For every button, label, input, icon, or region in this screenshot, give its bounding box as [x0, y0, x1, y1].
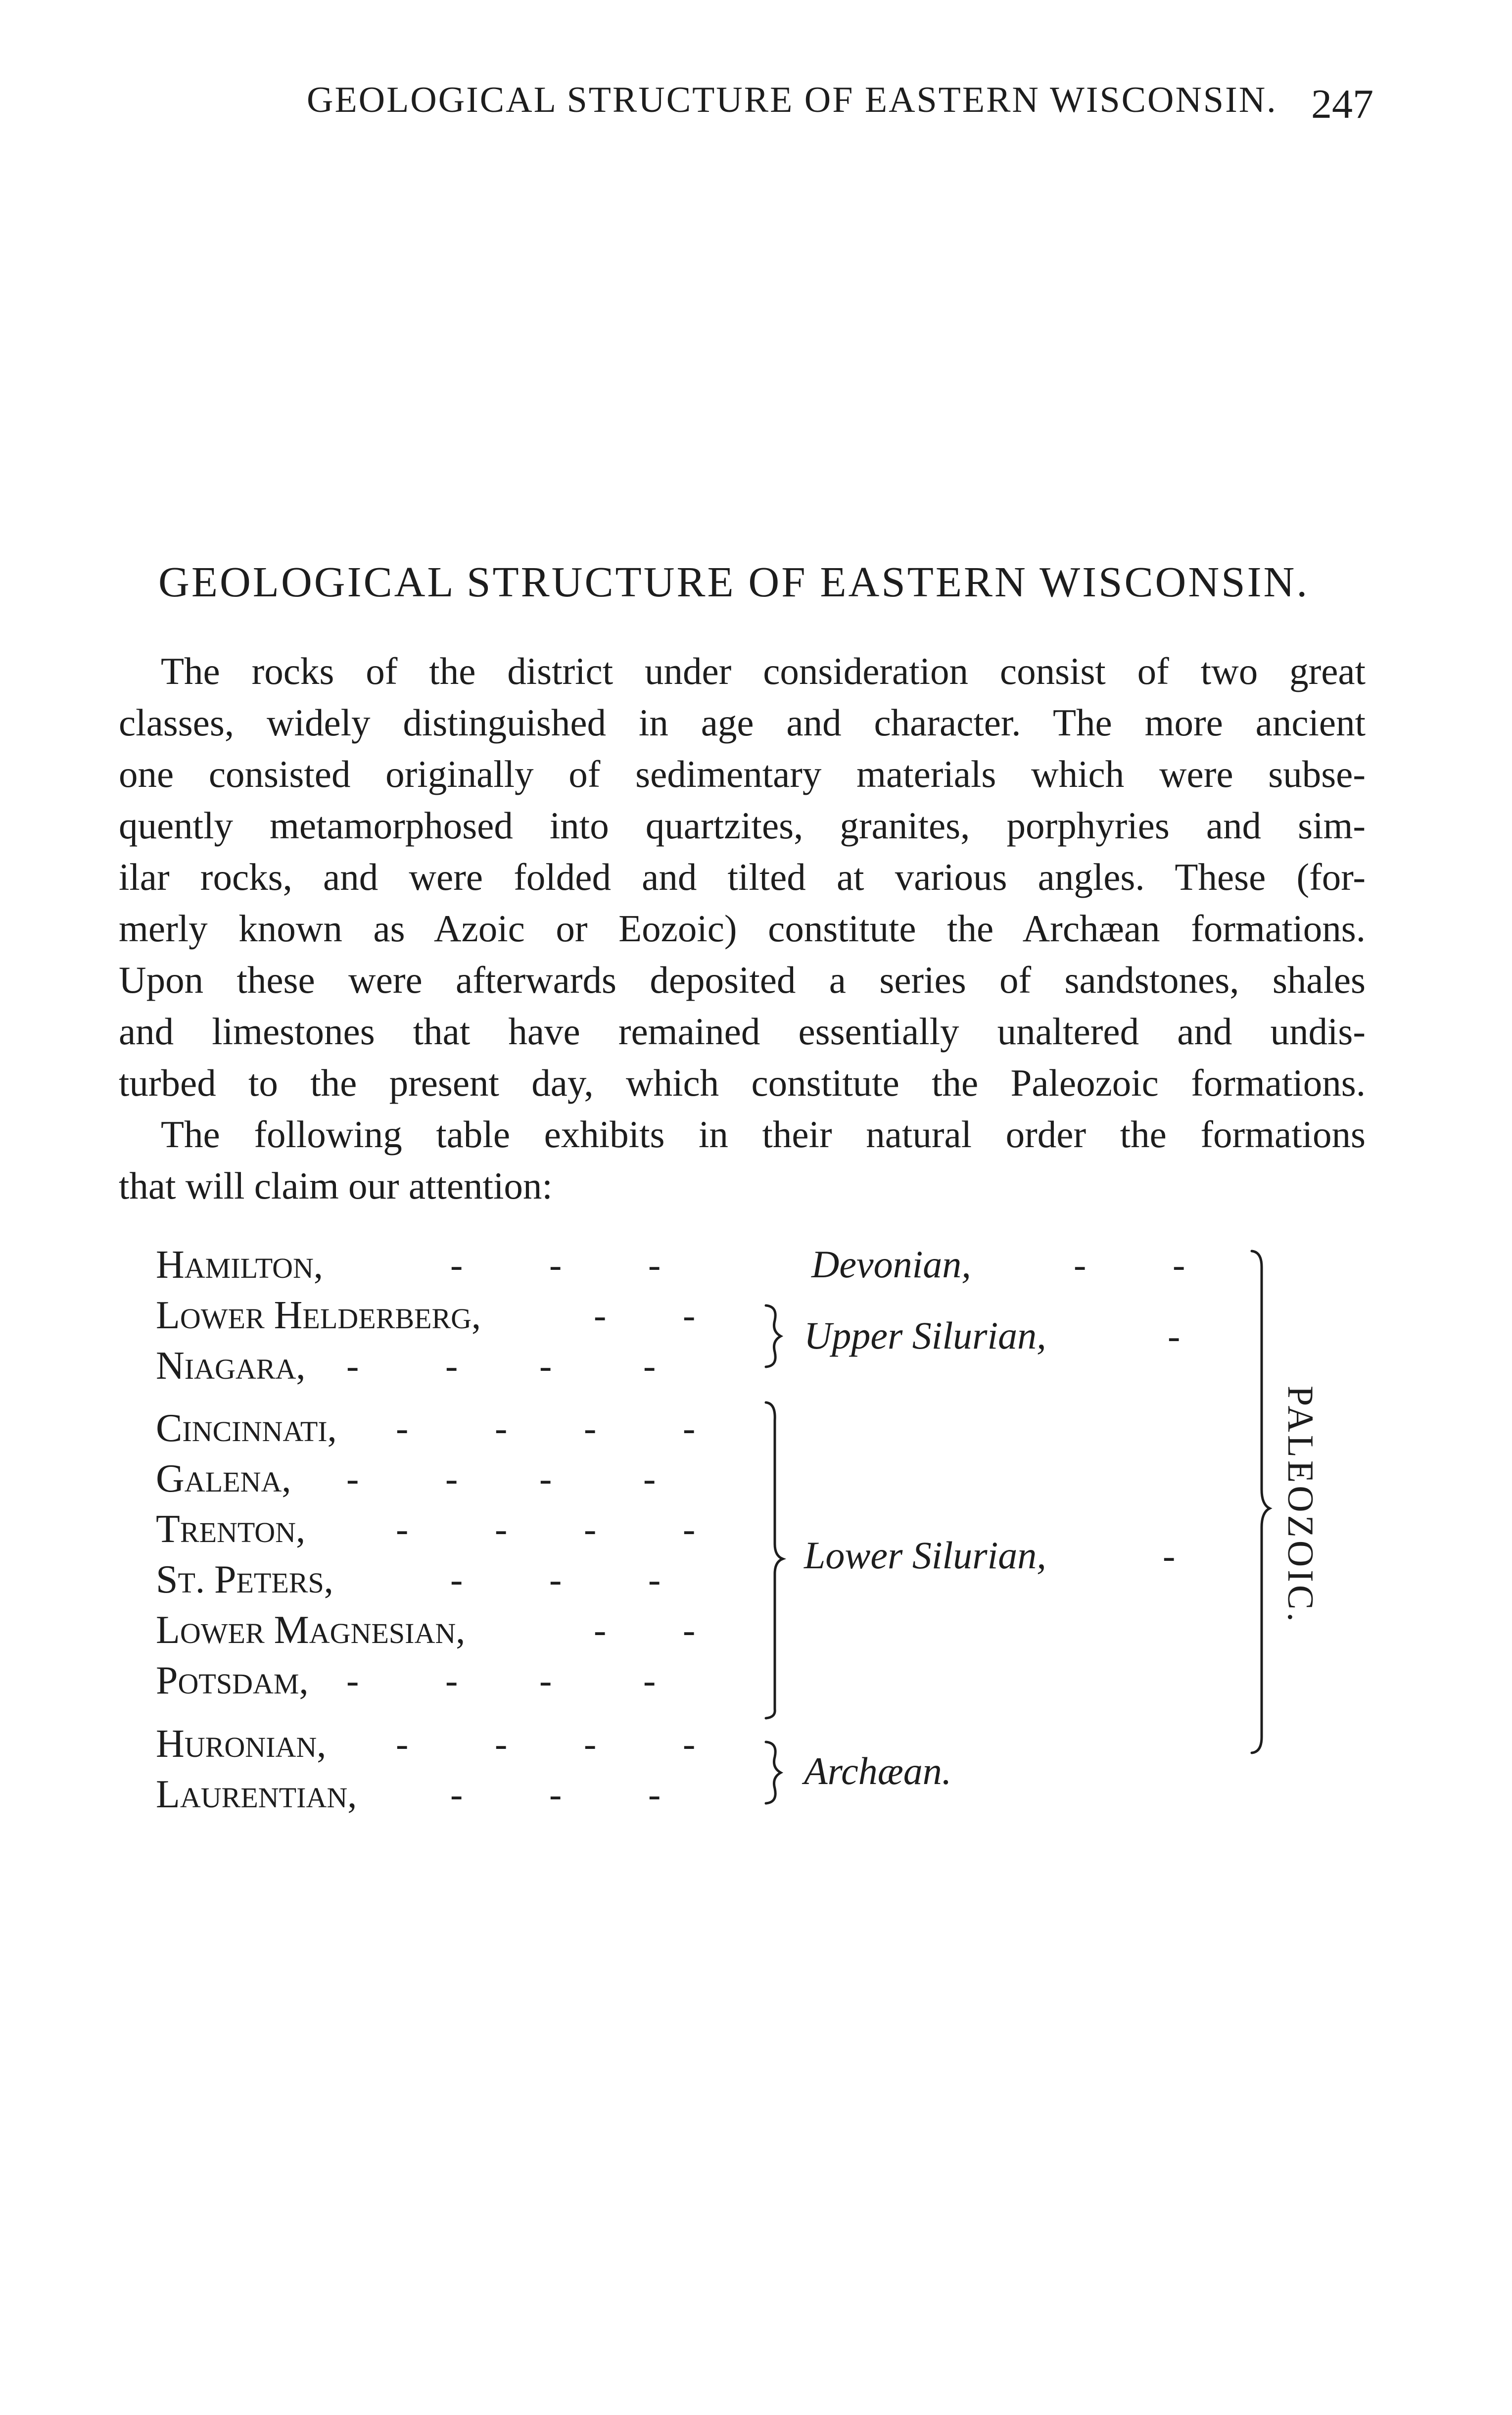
period-leader: -: [1074, 1244, 1087, 1286]
formation-leader-dash: -: [445, 1660, 458, 1701]
formation-leader-dash: -: [495, 1407, 508, 1449]
brace-lower-silurian: [766, 1402, 783, 1718]
paragraph-line: and limestones that have remained essentially unaltered and undis-: [119, 1010, 1366, 1053]
paragraph-line: classes, widely distinguished in age and character. The more ancient: [119, 701, 1366, 744]
formation-leader-dash: -: [539, 1660, 552, 1701]
period-upper-silurian: Upper Silurian,: [804, 1314, 1046, 1357]
section-heading: GEOLOGICAL STRUCTURE OF EASTERN WISCONSIN.: [158, 558, 1310, 606]
formation-leader-dash: -: [495, 1508, 508, 1550]
formation-leader-dash: -: [450, 1774, 463, 1815]
paragraph-line: The following table exhibits in their natural order the formations: [161, 1113, 1366, 1156]
formation-leader-dash: -: [643, 1345, 656, 1387]
paragraph-line: quently metamorphosed into quartzites, granites, porphyries and sim-: [119, 804, 1366, 847]
formation-leader-dash: -: [396, 1723, 409, 1765]
paragraph-line: merly known as Azoic or Eozoic) constitute the Archæan formations.: [119, 907, 1366, 950]
formation-leader-dash: -: [643, 1660, 656, 1701]
formation-name: CINCINNATI,: [156, 1406, 337, 1450]
period-leader: -: [1168, 1315, 1181, 1357]
formation-leader-dash: -: [495, 1723, 508, 1765]
formation-leader-dash: -: [549, 1244, 562, 1286]
formation-leader-dash: -: [396, 1508, 409, 1550]
formation-name: POTSDAM,: [156, 1659, 309, 1702]
formation-leader-dash: -: [549, 1774, 562, 1815]
formation-leader-dash: -: [584, 1723, 597, 1765]
page-number: 247: [1311, 81, 1373, 127]
formation-leader-dash: -: [648, 1559, 661, 1600]
formation-name: LAURENTIAN,: [156, 1773, 357, 1816]
formation-leader-dash: -: [346, 1660, 359, 1701]
brace-upper-silurian: [766, 1305, 781, 1367]
formation-name: GALENA,: [156, 1457, 291, 1500]
formation-name: ST. PETERS,: [156, 1558, 333, 1601]
formation-leader-dash: -: [445, 1345, 458, 1387]
formation-leader-dash: -: [683, 1723, 696, 1765]
formation-name: LOWER MAGNESIAN,: [156, 1608, 466, 1652]
formation-leader-dash: -: [584, 1407, 597, 1449]
period-devonian: Devonian,: [811, 1243, 971, 1286]
formation-name: HURONIAN,: [156, 1722, 327, 1766]
formation-leader-dash: -: [549, 1559, 562, 1600]
brace-archaean: [766, 1742, 781, 1803]
formation-name: LOWER HELDERBERG,: [156, 1294, 481, 1337]
formation-leader-dash: -: [594, 1295, 607, 1336]
paragraph-line: turbed to the present day, which constitute the Paleozoic formations.: [119, 1062, 1366, 1104]
formation-leader-dash: -: [396, 1407, 409, 1449]
formation-leader-dash: -: [648, 1244, 661, 1286]
era-label-paleozoic: PALEOZOIC.: [1280, 1386, 1321, 1625]
formation-leader-dash: -: [346, 1458, 359, 1499]
formation-leader-dash: -: [450, 1244, 463, 1286]
formation-leader-dash: -: [445, 1458, 458, 1499]
formation-leader-dash: -: [643, 1458, 656, 1499]
formation-leader-dash: -: [450, 1559, 463, 1600]
paragraph-line: Upon these were afterwards deposited a series of sandstones, shales: [119, 959, 1366, 1001]
running-head: GEOLOGICAL STRUCTURE OF EASTERN WISCONSIN.: [307, 80, 1277, 120]
paragraph-line: that will claim our attention:: [119, 1164, 553, 1207]
formation-leader-dash: -: [594, 1609, 607, 1651]
period-lower-silurian: Lower Silurian,: [804, 1534, 1046, 1577]
paragraph-line: one consisted originally of sedimentary materials which were subse-: [119, 753, 1366, 795]
formation-leader-dash: -: [584, 1508, 597, 1550]
paragraph-line: ilar rocks, and were folded and tilted at various angles. These (for-: [119, 856, 1366, 898]
period-leader: -: [1163, 1535, 1176, 1577]
formation-leader-dash: -: [648, 1774, 661, 1815]
formation-leader-dash: -: [683, 1295, 696, 1336]
period-leader: -: [1173, 1244, 1185, 1286]
formation-name: HAMILTON,: [156, 1243, 323, 1287]
paragraph-line: The rocks of the district under consideration consist of two great: [161, 650, 1366, 692]
formation-leader-dash: -: [683, 1508, 696, 1550]
formation-name: NIAGARA,: [156, 1344, 306, 1388]
formation-leader-dash: -: [539, 1345, 552, 1387]
formation-leader-dash: -: [683, 1407, 696, 1449]
formation-name: TRENTON,: [156, 1507, 306, 1551]
period-archaean: Archæan.: [804, 1749, 952, 1792]
brace-paleozoic: [1252, 1251, 1270, 1753]
formation-leader-dash: -: [539, 1458, 552, 1499]
formation-leader-dash: -: [346, 1345, 359, 1387]
formation-leader-dash: -: [683, 1609, 696, 1651]
